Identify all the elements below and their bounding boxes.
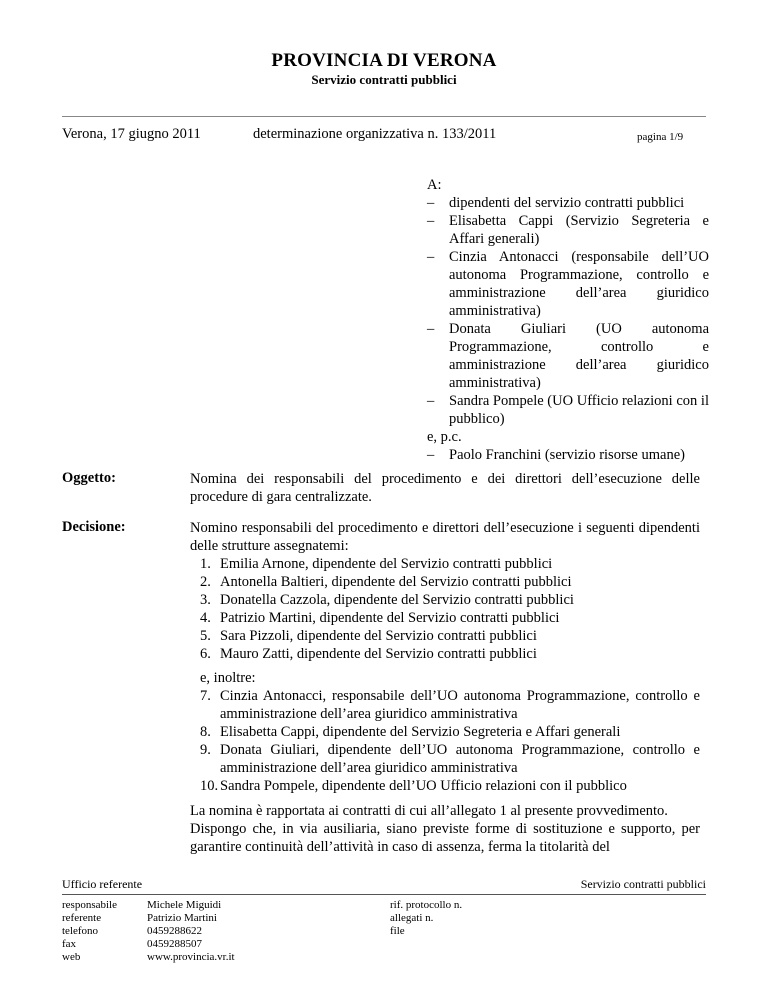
decision-body	[190, 519, 700, 663]
paragraph: Dispongo che, in via ausiliaria, siano previste forme di sostituzione e supporto, per garantire continuità dell’attività in caso di assenza, ferma la titolarità del	[190, 821, 700, 855]
page-number: pagina 1/9	[637, 131, 684, 143]
decision-label: Decisione:	[62, 519, 126, 535]
decision-body-continued	[190, 669, 700, 795]
footer-labels: responsabile referente telefono fax web	[62, 899, 117, 963]
footer-refs: rif. protocollo n. allegati n. file	[390, 899, 463, 937]
subject-label: Oggetto:	[62, 470, 116, 486]
subject-text: Nomina dei responsabili del procedimento e dei direttori dell’esecuzione delle procedure di gara centralizzate.	[190, 471, 700, 505]
list-item: 7. Cinzia Antonacci, responsabile dell’UO autonoma Programmazione, controllo e amministrazione dell’area giuridico amministrativa	[200, 688, 700, 722]
decision-intro: Nomino responsabili del procedimento e direttori dell’esecuzione i seguenti dipendenti delle strutture assegnatemi:	[190, 520, 700, 554]
appointees-list	[190, 555, 700, 663]
list-item: 4. Patrizio Martini, dipendente del Servizio contratti pubblici	[200, 610, 560, 626]
recipients-to-list	[427, 194, 709, 428]
list-item: 6. Mauro Zatti, dipendente del Servizio contratti pubblici	[200, 646, 537, 662]
list-item: 10. Sandra Pompele, dipendente dell’UO Ufficio relazioni con il pubblico	[200, 778, 627, 794]
recipients-cc-list	[427, 446, 709, 464]
page-title: PROVINCIA DI VERONA	[271, 50, 497, 71]
recipient-item: – Donata Giuliari (UO autonoma Programmazione, controllo e amministrazione dell’area giuridico amministrativa)	[427, 320, 709, 392]
decision-paragraphs	[190, 802, 700, 856]
recipient-cc-item: – Paolo Franchini (servizio risorse umane)	[427, 446, 709, 464]
recipient-item: – Sandra Pompele (UO Ufficio relazioni con il pubblico)	[427, 392, 709, 428]
header-divider	[62, 116, 706, 117]
page-subtitle: Servizio contratti pubblici	[311, 72, 457, 87]
list-item: 5. Sara Pizzoli, dipendente del Servizio contratti pubblici	[200, 628, 537, 644]
footer-values: Michele Miguidi Patrizio Martini 0459288622 0459288507 www.provincia.vr.it	[147, 899, 235, 963]
recipient-item: – Cinzia Antonacci (responsabile dell’UO autonoma Programmazione, controllo e amministrazione dell’area giuridico amministrativa)	[427, 248, 709, 320]
recipient-item: – Elisabetta Cappi (Servizio Segreteria e Affari generali)	[427, 212, 709, 248]
list-item: 9. Donata Giuliari, dipendente dell’UO autonoma Programmazione, controllo e amministrazione dell’area giuridico amministrativa	[200, 742, 700, 776]
recipients-cc-label: e, p.c.	[427, 429, 462, 445]
appointees-list-extra	[190, 687, 700, 795]
recipient-item: – dipendenti del servizio contratti pubblici	[427, 194, 709, 212]
office-label: Ufficio referente	[62, 877, 143, 891]
list-item: 3. Donatella Cazzola, dipendente del Servizio contratti pubblici	[200, 592, 574, 608]
determination-number: determinazione organizzativa n. 133/2011	[253, 126, 497, 142]
footer-divider	[62, 894, 706, 895]
also-label: e, inoltre:	[200, 670, 256, 686]
office-service: Servizio contratti pubblici	[580, 877, 706, 891]
place-date: Verona, 17 giugno 2011	[62, 126, 201, 142]
list-item: 1. Emilia Arnone, dipendente del Servizio contratti pubblici	[200, 556, 553, 572]
paragraph: La nomina è rapportata ai contratti di cui all’allegato 1 al presente provvedimento.	[190, 803, 668, 819]
recipients-to-label: A:	[427, 177, 442, 193]
recipients-block	[427, 176, 709, 464]
list-item: 2. Antonella Baltieri, dipendente del Servizio contratti pubblici	[200, 574, 572, 590]
list-item: 8. Elisabetta Cappi, dipendente del Servizio Segreteria e Affari generali	[200, 724, 621, 740]
